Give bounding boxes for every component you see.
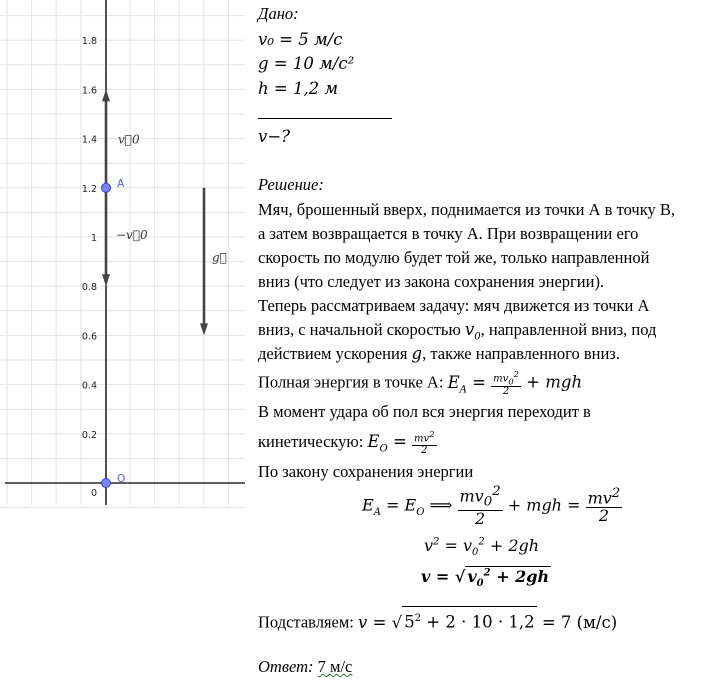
- vector-v0-head: [102, 89, 110, 101]
- solution-line-1: Мяч, брошенный вверх, поднимается из точки А в точку В,: [258, 200, 675, 219]
- y-tick-label: 1.6: [81, 85, 97, 97]
- y-tick-label: 1.4: [81, 134, 97, 146]
- equation-1: $E_A = E_O$ ⟹ $\frac{mv_0^2}{2}$ + mgh = $\frac{mv^2}{2}$: [362, 484, 621, 528]
- y-tick-label: 1.2: [81, 183, 97, 195]
- y-tick-labels: [82, 36, 97, 499]
- conservation-line: По закону сохранения энергии: [258, 462, 474, 481]
- solution-line-7: действием ускорения g, также направленного вниз.: [258, 344, 620, 363]
- impact-line-2: кинетическую: $E_O$ = $\frac{mv^2}{2}$: [258, 429, 435, 456]
- given-v0: v₀ = 5 м/с: [258, 30, 343, 49]
- solution-heading: Решение:: [258, 175, 324, 194]
- divider-line: [258, 118, 392, 119]
- y-tick-label: 1: [90, 233, 97, 244]
- given-h: h = 1,2 м: [258, 79, 339, 98]
- y-tick-label: 0.6: [81, 331, 97, 343]
- given-find: v−?: [258, 127, 290, 146]
- given-g: g = 10 м/с²: [258, 54, 355, 73]
- solution-line-3: скорость по модулю будет той же, только направленной: [258, 248, 650, 267]
- point-A-label: A: [117, 177, 125, 190]
- vector-g-label: g⃗: [212, 250, 227, 265]
- impact-line-1: В момент удара об пол вся энергия переходит в: [258, 402, 591, 421]
- vector-v0-label: v⃗0: [118, 132, 140, 147]
- point-O: [102, 479, 111, 488]
- point-O-label: O: [117, 473, 126, 485]
- equation-2: $v^2 = v_0^2 + 2gh$: [424, 536, 540, 559]
- y-tick-label: 0.2: [81, 429, 97, 441]
- solution-line-5: Теперь рассматриваем задачу: мяч движется из точки А: [258, 296, 650, 315]
- y-tick-label: 0: [90, 488, 97, 499]
- solution-line-2: а затем возвращается в точку А. При возвращении его: [258, 224, 639, 243]
- solution-line-4: вниз (что следует из закона сохранения энергии).: [258, 272, 605, 291]
- substitute-line: Подставляем: v = √ $5^2 + 2 \cdot 10 \cdot 1,2 = 7$ (м/с): [258, 606, 617, 635]
- y-tick-label: 1.8: [81, 36, 97, 48]
- answer-line: Ответ: 7 м/с: [258, 657, 353, 676]
- point-A: [102, 183, 111, 192]
- given-heading: Дано:: [258, 4, 299, 23]
- energy-a-line: Полная энергия в точке А: $E_A$ = $\frac{mv_0^2}{2}$ + mgh: [258, 369, 583, 398]
- figure-plot: [0, 0, 250, 510]
- solution-line-6: вниз, с начальной скоростью $v_0$, направленной вниз, под: [258, 320, 657, 343]
- y-tick-label: 0.4: [81, 380, 97, 392]
- grid: [0, 0, 245, 508]
- vector--v0-label: −v⃗0: [116, 228, 148, 242]
- equation-3: v = √ $v_0^2 + 2gh$: [421, 567, 550, 590]
- vector--v0-head: [102, 274, 110, 286]
- vector-g-head: [200, 323, 208, 335]
- y-tick-label: 0.8: [81, 282, 97, 294]
